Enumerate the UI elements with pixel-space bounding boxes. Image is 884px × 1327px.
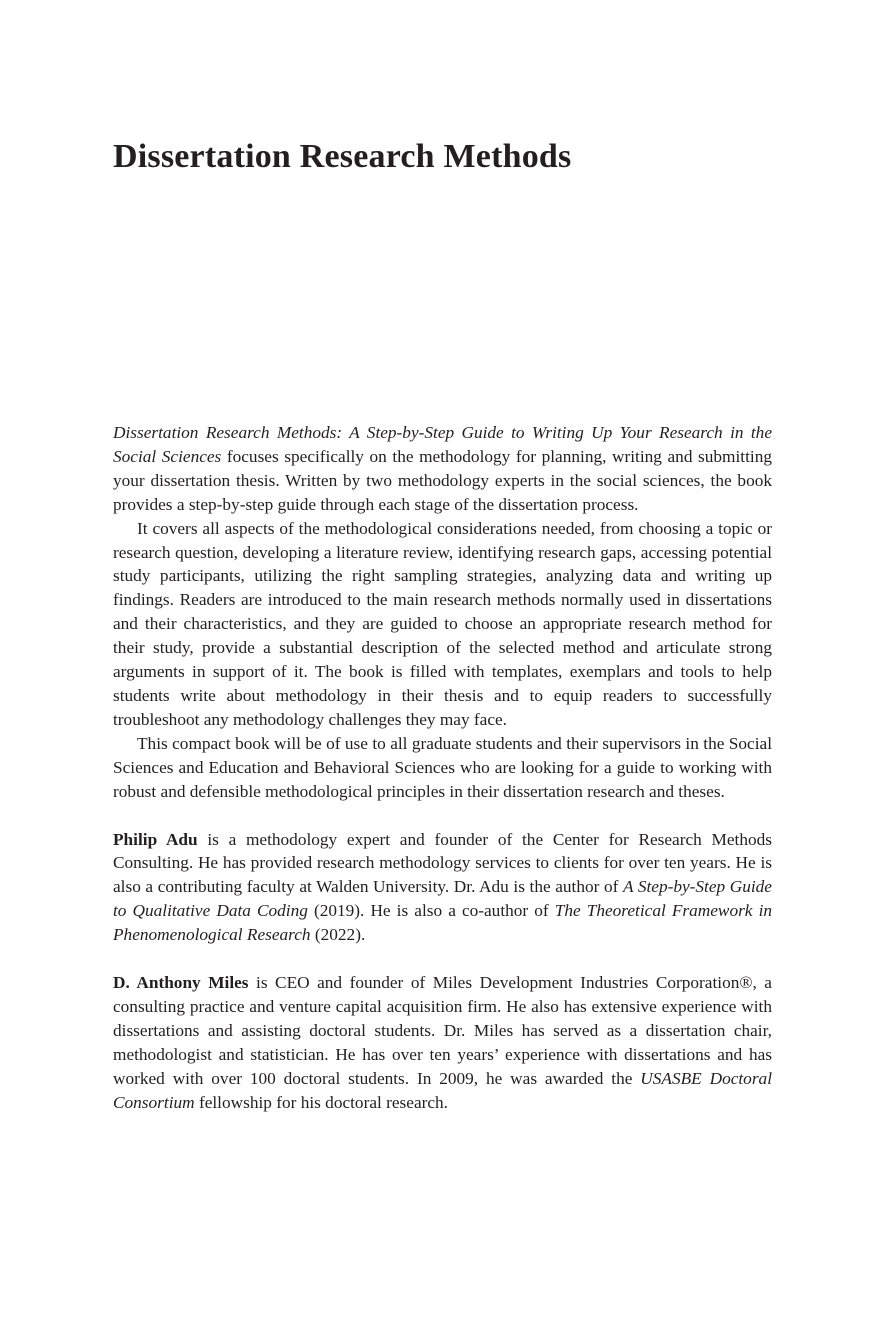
author-bio-text: (2019). He is also a co-author of [307, 901, 555, 921]
fellowship-name: USASBE Doctoral Consortium [113, 1068, 772, 1112]
author-bio-text: is a methodology expert and founder of the Center for Research Methods Consulting. He has provided research methodology services to clients for over ten years. He is also a contributing faculty at Walden University. Dr. Adu is the author of [113, 829, 772, 897]
page-title: Dissertation Research Methods [113, 138, 572, 175]
author-bio-philip-adu [113, 828, 772, 948]
author-bio-text: is CEO and founder of Miles Development Industries Corporation®, a consulting practice and venture capital acquisition firm. He also has extensive experience with dissertations and assisting doctoral students. Dr. Miles has served as a dissertation chair, methodologist and statistician. He has over ten years’ experience with dissertations and has worked with over 100 doctoral students. In 2009, he was awarded the [113, 973, 772, 1088]
author-bio-text: (2022). [310, 925, 366, 945]
description-paragraph-1-text: focuses specifically on the methodology for planning, writing and submitting your dissertation thesis. Written by two methodology experts in the social sciences, the book provides a step-by-step guide through each stage of the dissertation process. [113, 446, 772, 514]
author-bio-d-anthony-miles [113, 971, 772, 1114]
book-reference: The Theoretical Framework in Phenomenological Research [113, 901, 773, 945]
author-name: Philip Adu [113, 829, 198, 849]
author-name: D. Anthony Miles [113, 973, 249, 993]
description-paragraph-1 [113, 421, 772, 517]
description-paragraph-3: This compact book will be of use to all graduate students and their supervisors in the Social Sciences and Education and Behavioral Sciences who are looking for a guide to working with robust and defensible methodological principles in their dissertation research and theses. [113, 733, 772, 801]
author-bio-text: fellowship for his doctoral research. [194, 1092, 448, 1112]
book-full-title: Dissertation Research Methods: A Step-by-Step Guide to Writing Up Your Research in the Social Sciences [113, 423, 772, 466]
book-description [113, 421, 772, 1114]
description-paragraph-2: It covers all aspects of the methodological considerations needed, from choosing a topic or research question, developing a literature review, identifying research gaps, accessing potential study participants, utilizing the right sampling strategies, analyzing data and writing up findings. Readers are introduced to the main research methods normally used in dissertations and their characteristics, and they are guided to choose an appropriate research method for their study, provide a substantial description of the selected method and articulate strong arguments in support of it. The book is filled with templates, exemplars and tools to help students write about methodology in their thesis and to equip readers to successfully troubleshoot any methodology challenges they may face. [113, 518, 772, 729]
book-reference: A Step-by-Step Guide to Qualitative Data Coding [113, 877, 772, 921]
